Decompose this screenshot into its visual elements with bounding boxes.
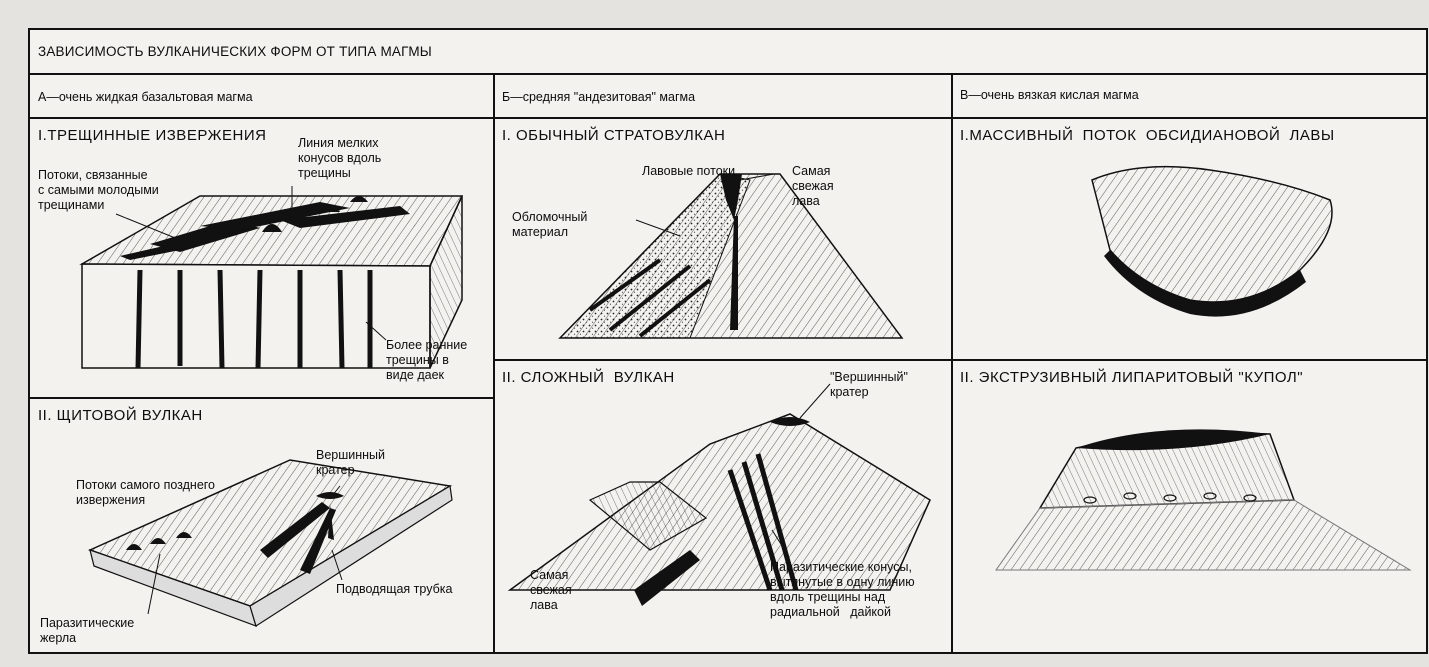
panel-b1-label-debris: Обломочный материал	[512, 210, 588, 239]
rhyolite-dome-sketch	[996, 429, 1410, 570]
panel-b1-title: I. ОБЫЧНЫЙ СТРАТОВУЛКАН	[502, 127, 726, 144]
panel-a2-title: II. ЩИТОВОЙ ВУЛКАН	[38, 407, 203, 424]
column-c-header: В—очень вязкая кислая магма	[960, 88, 1139, 102]
column-a-header: А—очень жидкая базальтовая магма	[38, 90, 253, 104]
panel-a2-label-crater: Вершинный кратер	[316, 448, 386, 477]
panel-a2-label-flows: Потоки самого позднего извержения	[76, 478, 216, 507]
panel-a1-label-cones: Линия мелких конусов вдоль трещины	[298, 136, 382, 180]
panel-a2-label-vents: Паразитические жерла	[40, 616, 135, 645]
panel-a1-label-flows: Потоки, связанные с самыми молодыми трещинами	[38, 168, 159, 212]
panel-b2-label-parasitic-cones: Паразитические конусы, вытянутые в одну линию вдоль трещины над радиальной дайкой	[770, 560, 915, 619]
panel-c1-title: I.МАССИВНЫЙ ПОТОК ОБСИДИАНОВОЙ ЛАВЫ	[960, 127, 1335, 144]
figure-title: ЗАВИСИМОСТЬ ВУЛКАНИЧЕСКИХ ФОРМ ОТ ТИПА МАГМЫ	[38, 44, 432, 59]
panel-b2-title: II. СЛОЖНЫЙ ВУЛКАН	[502, 369, 675, 386]
panel-b1-label-lava-flows: Лавовые потоки	[642, 164, 736, 178]
volcanic-forms-figure	[28, 28, 1428, 654]
figure-frame-and-illustrations	[30, 30, 1428, 654]
panel-b1-label-fresh-lava: Самая свежая лава	[792, 164, 834, 208]
panel-a2-label-conduit: Подводящая трубка	[336, 582, 453, 596]
panel-c2-title: II. ЭКСТРУЗИВНЫЙ ЛИПАРИТОВЫЙ "КУПОЛ"	[960, 369, 1304, 386]
panel-b2-label-fresh-lava: Самая свежая лава	[530, 568, 572, 612]
panel-a1-title: I.ТРЕЩИННЫЕ ИЗВЕРЖЕНИЯ	[38, 127, 267, 144]
column-b-header: Б—средняя "андезитовая" магма	[502, 90, 696, 104]
stratovolcano-sketch	[560, 174, 902, 338]
panel-a1-label-dikes: Более ранние трещины в виде даек	[386, 338, 468, 382]
obsidian-flow-sketch	[1092, 167, 1332, 317]
panel-b2-label-summit-crater: "Вершинный" кратер	[830, 370, 908, 399]
